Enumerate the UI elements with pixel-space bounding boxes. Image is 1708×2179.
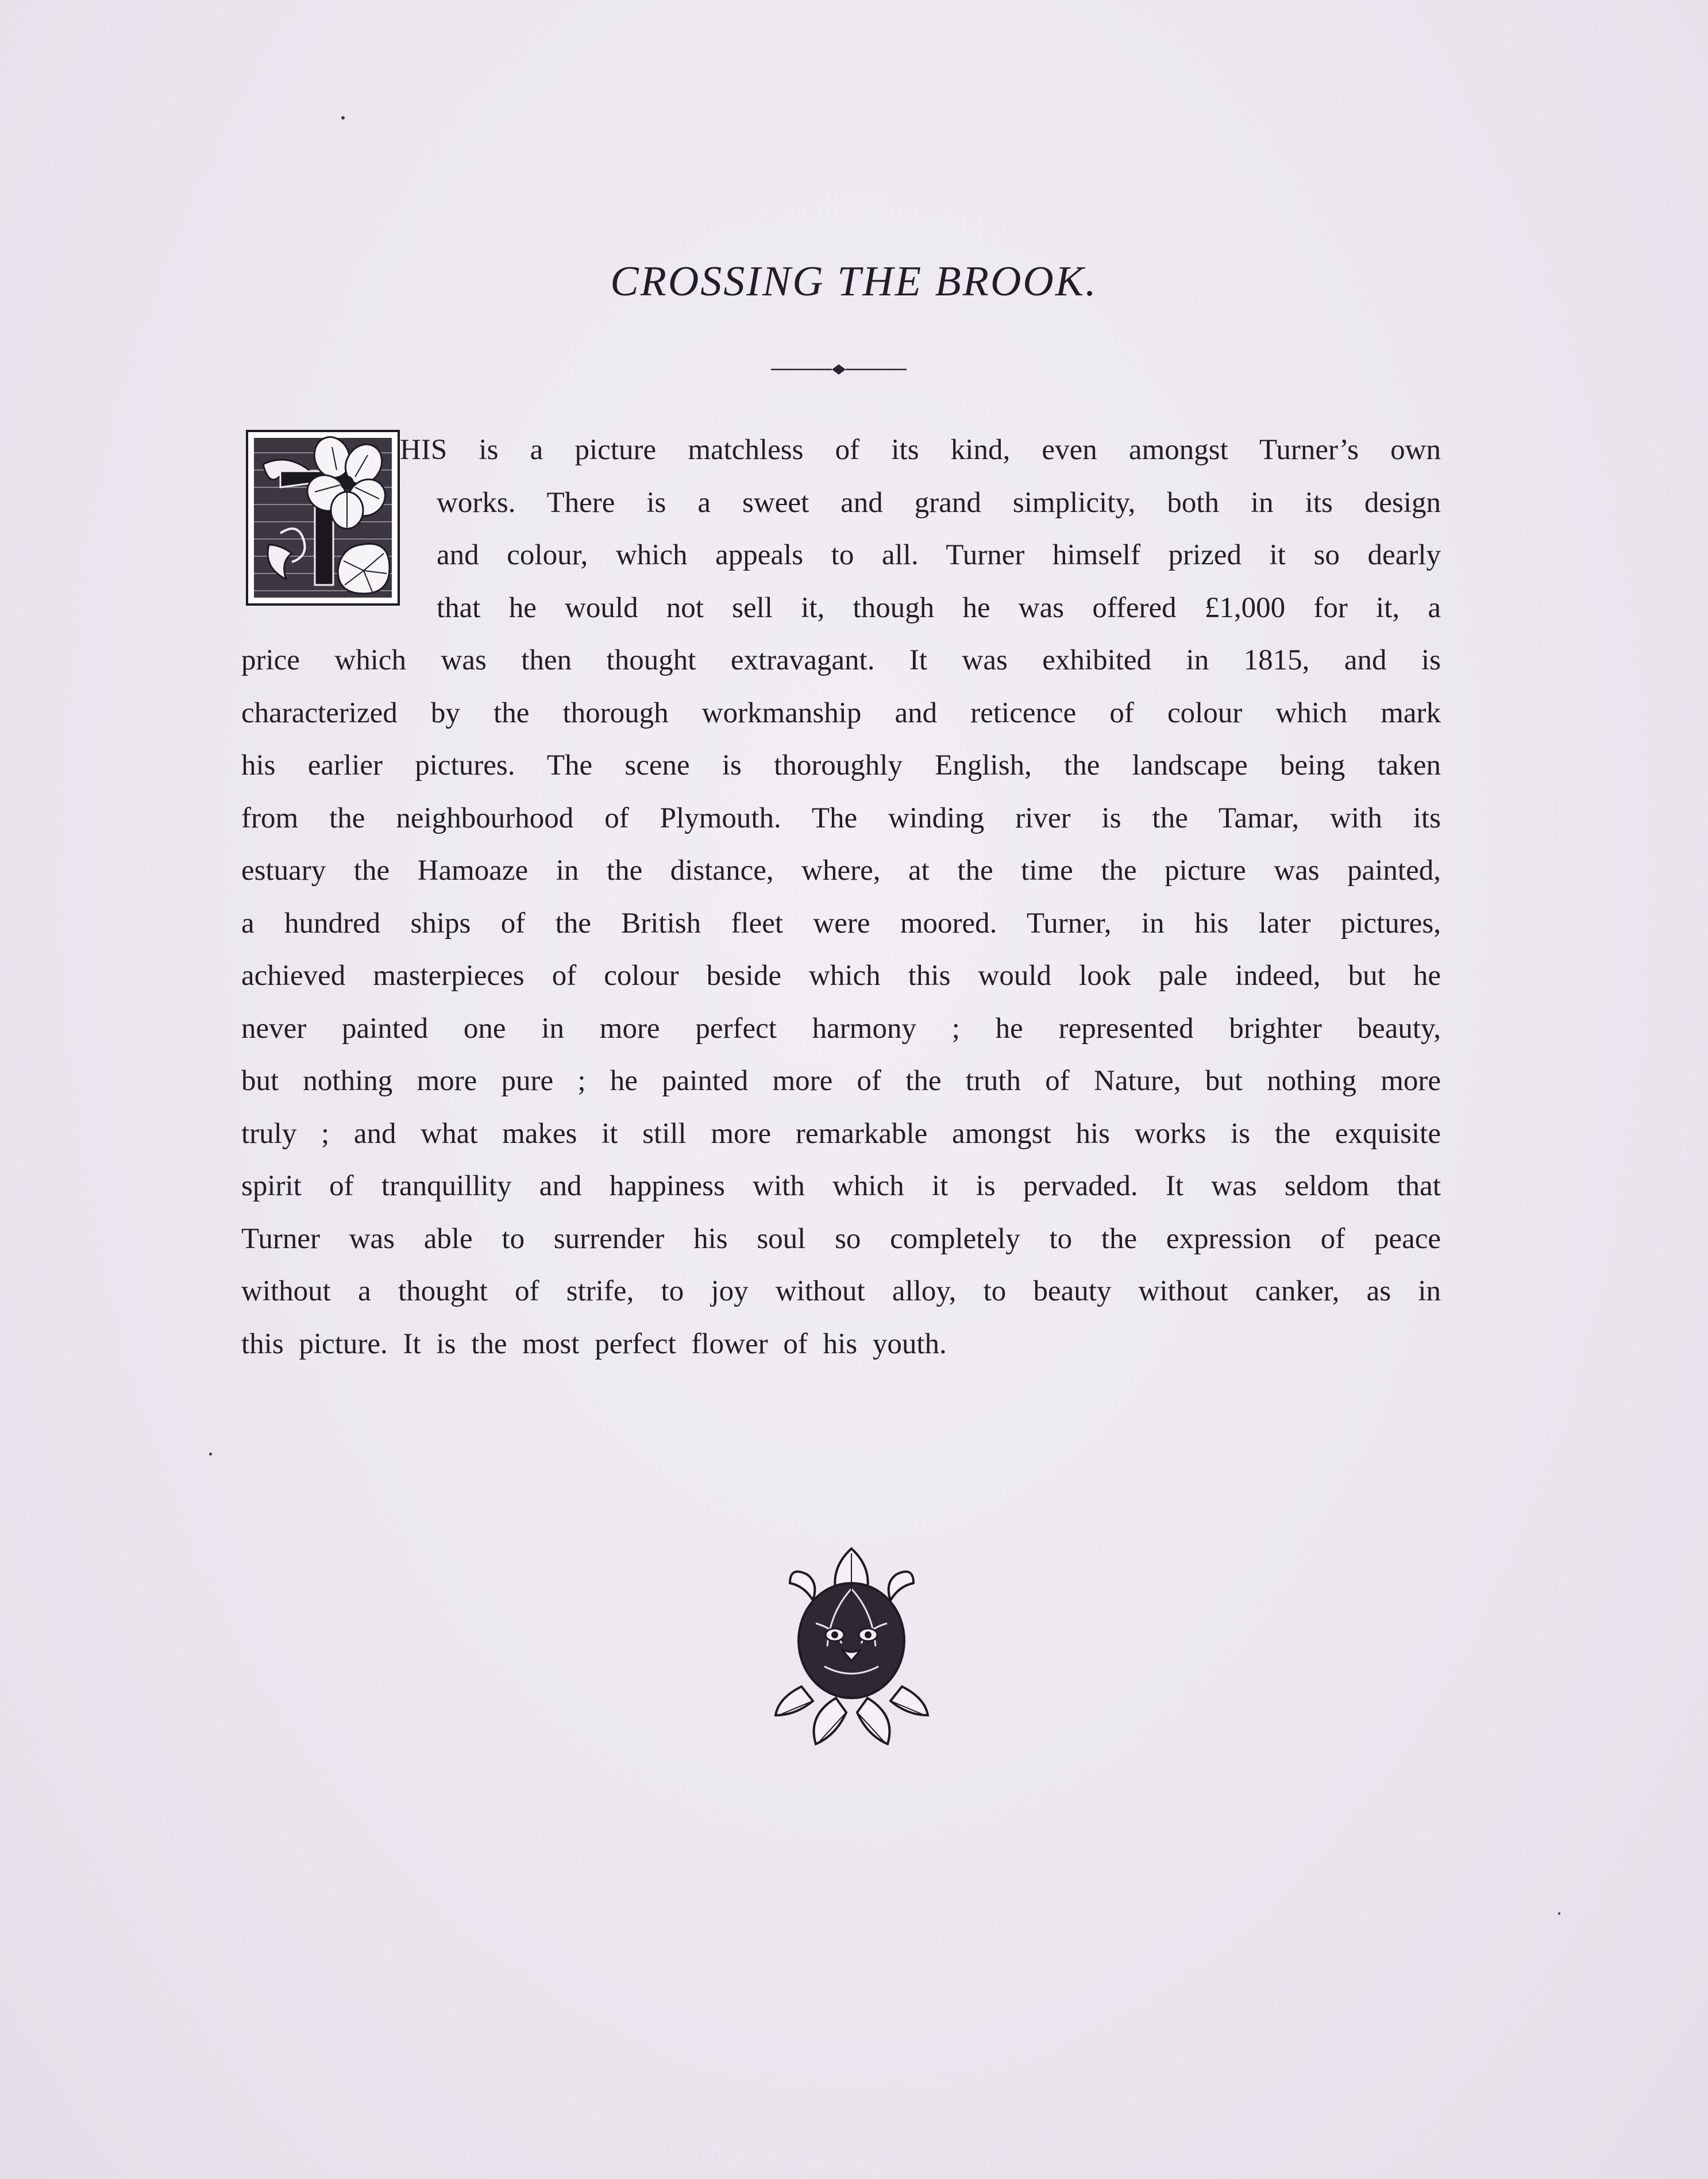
text-line: and colour, which appeals to all. Turner himself prized it so dearly bbox=[437, 539, 1441, 571]
text-line: estuary the Hamoaze in the distance, where, at the time the picture was painted, bbox=[241, 854, 1441, 887]
text-line: his earlier pictures. The scene is thoroughly English, the landscape being taken bbox=[241, 749, 1441, 781]
text-line: this picture. It is the most perfect flower of his youth. bbox=[241, 1327, 947, 1360]
text-line: from the neighbourhood of Plymouth. The winding river is the Tamar, with its bbox=[241, 802, 1441, 834]
paper-speck bbox=[1558, 1912, 1560, 1915]
text-line: but nothing more pure ; he painted more of the truth of Nature, but nothing more bbox=[241, 1065, 1441, 1097]
foliate-mask-ornament-icon bbox=[773, 1543, 931, 1753]
text-line: works. There is a sweet and grand simplicity, both in its design bbox=[437, 486, 1441, 519]
text-line: achieved masterpieces of colour beside which this would look pale indeed, but he bbox=[241, 960, 1441, 992]
text-line: never painted one in more perfect harmony ; he represented brighter beauty, bbox=[241, 1012, 1441, 1045]
text-line: price which was then thought extravagant. It was exhibited in 1815, and is bbox=[241, 644, 1441, 676]
text-line: Turner was able to surrender his soul so completely to the expression of peace bbox=[241, 1222, 1441, 1255]
text-line: spirit of tranquillity and happiness with which it is pervaded. It was seldom that bbox=[241, 1170, 1441, 1202]
text-line: that he would not sell it, though he was offered £1,000 for it, a bbox=[437, 591, 1441, 624]
text-line: truly ; and what makes it still more remarkable amongst his works is the exquisite bbox=[241, 1117, 1441, 1150]
body-paragraph bbox=[241, 424, 1441, 1370]
text-line: without a thought of strife, to joy without alloy, to beauty without canker, as in bbox=[241, 1275, 1441, 1307]
page-title: CROSSING THE BROOK. bbox=[610, 258, 1098, 305]
paper-speck bbox=[209, 1453, 212, 1456]
text-line: characterized by the thorough workmanship and reticence of colour which mark bbox=[241, 696, 1441, 729]
diamond-rule-icon bbox=[770, 362, 908, 377]
text-line: HIS is a picture matchless of its kind, even amongst Turner’s own bbox=[400, 434, 1441, 466]
paper-speck bbox=[341, 116, 345, 120]
text-line: a hundred ships of the British fleet were moored. Turner, in his later pictures, bbox=[241, 907, 1441, 940]
